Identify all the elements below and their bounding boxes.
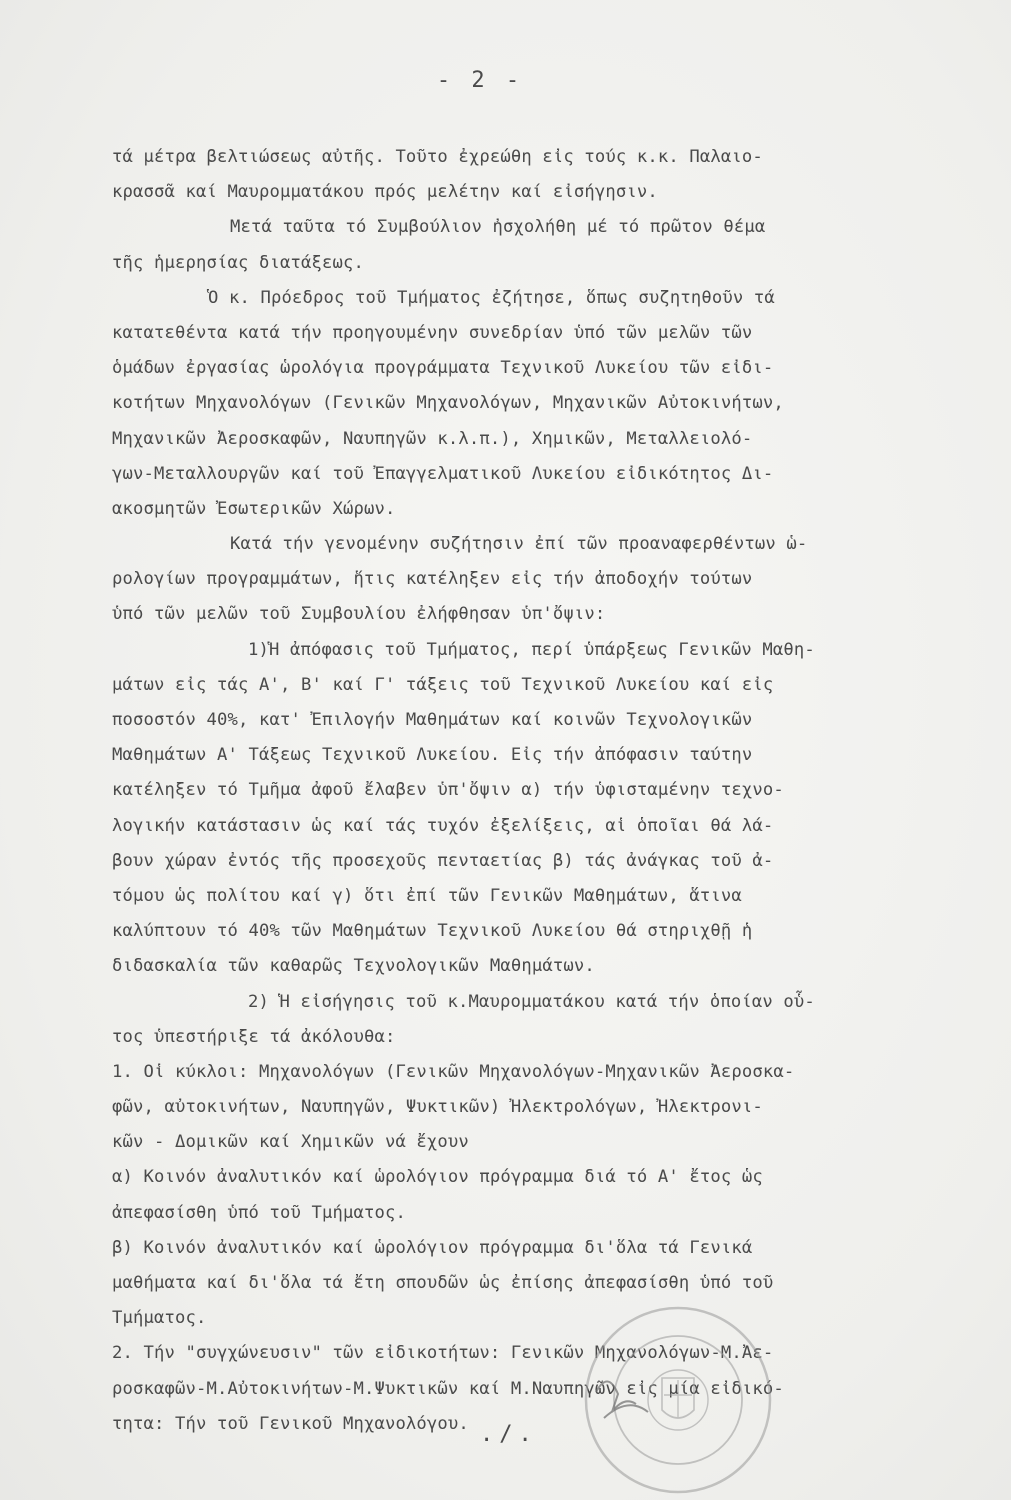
text-line: Ὁ κ. Πρόεδρος τοῦ Τμήματος ἐζήτησε, ὅπως συζητηθοῦν τά xyxy=(208,287,775,308)
text-line: κοτήτων Μηχανολόγων (Γενικῶν Μηχανολόγων, Μηχανικῶν Αὐτοκινήτων, xyxy=(112,393,784,414)
text-line: φῶν, αὐτοκινήτων, Ναυπηγῶν, Ψυκτικῶν) Ἠλεκτρολόγων, Ἠλεκτρονι- xyxy=(112,1097,763,1118)
text-line: ροσκαφῶν-Μ.Αὐτοκινήτων-Μ.Ψυκτικῶν καί Μ.Ναυπηγῶν εἰς μία εἰδικό- xyxy=(112,1378,784,1399)
text-line: 1)Ἡ ἀπόφασις τοῦ Τμήματος, περί ὑπάρξεως Γενικῶν Μαθη- xyxy=(248,639,815,660)
text-line: μαθήματα καί δι'ὅλα τά ἔτη σπουδῶν ὡς ἐπίσης ἀπεφασίσθη ὑπό τοῦ xyxy=(112,1273,774,1293)
text-line: τόμου ὡς πολίτου καί γ) ὅτι ἐπί τῶν Γενικῶν Μαθημάτων, ἅτινα xyxy=(112,885,742,906)
text-line: α) Κοινόν ἀναλυτικόν καί ὡρολόγιον πρόγραμμα διά τό Α' ἔτος ὡς xyxy=(112,1167,763,1188)
text-line: 1. Οἱ κύκλοι: Μηχανολόγων (Γενικῶν Μηχανολόγων-Μηχανικῶν Ἀεροσκα- xyxy=(112,1061,795,1082)
text-line: ρολογίων προγραμμάτων, ἥτις κατέληξεν εἰς τήν ἀποδοχήν τούτων xyxy=(112,569,753,590)
text-line: ακοσμητῶν Ἐσωτερικῶν Χώρων. xyxy=(112,498,396,519)
text-line: Μηχανικῶν Ἀεροσκαφῶν, Ναυπηγῶν κ.λ.π.), Χημικῶν, Μεταλλειολό- xyxy=(112,428,753,449)
text-line: 2. Τήν "συγχώνευσιν" τῶν εἰδικοτήτων: Γενικῶν Μηχανολόγων-Μ.Ἀε- xyxy=(112,1343,774,1364)
text-line: μάτων εἰς τάς Α', Β' καί Γ' τάξεις τοῦ Τεχνικοῦ Λυκείου καί εἰς xyxy=(112,674,774,695)
text-line: κρασσᾶ καί Μαυρομματάκου πρός μελέτην καί εἰσήγησιν. xyxy=(112,182,658,203)
page-number: - 2 - xyxy=(436,68,524,93)
text-line: τητα: Τήν τοῦ Γενικοῦ Μηχανολόγου. xyxy=(112,1413,469,1434)
official-seal-stamp-icon xyxy=(578,1300,778,1500)
text-line: β) Κοινόν ἀναλυτικόν καί ὡρολόγιον πρόγραμμα δι'ὅλα τά Γενικά xyxy=(112,1237,753,1258)
text-line: κῶν - Δομικῶν καί Χημικῶν νά ἔχουν xyxy=(112,1132,469,1153)
text-line: 2) Ἡ εἰσήγησις τοῦ κ.Μαυρομματάκου κατά τήν ὁποίαν οὗ- xyxy=(248,991,815,1012)
text-line: τος ὑπεστήριξε τά ἀκόλουθα: xyxy=(112,1026,396,1047)
text-line: Τμήματος. xyxy=(112,1308,207,1329)
text-line: κατέληξεν τό Τμῆμα ἀφοῦ ἔλαβεν ὑπ'ὄψιν α) τήν ὑφισταμένην τεχνο- xyxy=(112,780,784,801)
text-line: Κατά τήν γενομένην συζήτησιν ἐπί τῶν προαναφερθέντων ὡ- xyxy=(230,534,808,555)
text-line: καλύπτουν τό 40% τῶν Μαθημάτων Τεχνικοῦ Λυκείου θά στηριχθῇ ἡ xyxy=(112,921,753,942)
text-line: λογικήν κατάστασιν ὡς καί τάς τυχόν ἐξελίξεις, αἱ ὁποῖαι θά λά- xyxy=(112,815,774,836)
text-line: Μετά ταῦτα τό Συμβούλιον ἠσχολήθη μέ τό πρῶτον θέμα xyxy=(230,217,766,238)
text-line: ὑπό τῶν μελῶν τοῦ Συμβουλίου ἐλήφθησαν ὑπ'ὄψιν: xyxy=(112,604,606,625)
text-line: τῆς ἡμερησίας διατάξεως. xyxy=(112,252,364,273)
text-line: κατατεθέντα κατά τήν προηγουμένην συνεδρίαν ὑπό τῶν μελῶν τῶν xyxy=(112,322,753,343)
text-line: ὁμάδων ἐργασίας ὡρολόγια προγράμματα Τεχνικοῦ Λυκείου τῶν εἰδι- xyxy=(112,358,774,379)
text-line: Μαθημάτων Α' Τάξεως Τεχνικοῦ Λυκείου. Εἰς τήν ἀπόφασιν ταύτην xyxy=(112,745,753,766)
text-line: βουν χώραν ἐντός τῆς προσεχοῦς πενταετίας β) τάς ἀνάγκας τοῦ ἀ- xyxy=(112,850,774,871)
text-line: ποσοστόν 40%, κατ' Ἐπιλογήν Μαθημάτων καί κοινῶν Τεχνολογικῶν xyxy=(112,710,753,730)
text-line: τά μέτρα βελτιώσεως αὐτῆς. Τοῦτο ἐχρεώθη εἰς τούς κ.κ. Παλαιο- xyxy=(112,147,763,167)
text-line: ἀπεφασίσθη ὑπό τοῦ Τμήματος. xyxy=(112,1202,406,1223)
document-body xyxy=(112,140,982,1442)
text-line: διδασκαλία τῶν καθαρῶς Τεχνολογικῶν Μαθημάτων. xyxy=(112,956,595,977)
text-line: γων-Μεταλλουργῶν καί τοῦ Ἐπαγγελματικοῦ Λυκείου εἰδικότητος Δι- xyxy=(112,463,774,484)
continuation-mark: ./. xyxy=(480,1422,538,1447)
